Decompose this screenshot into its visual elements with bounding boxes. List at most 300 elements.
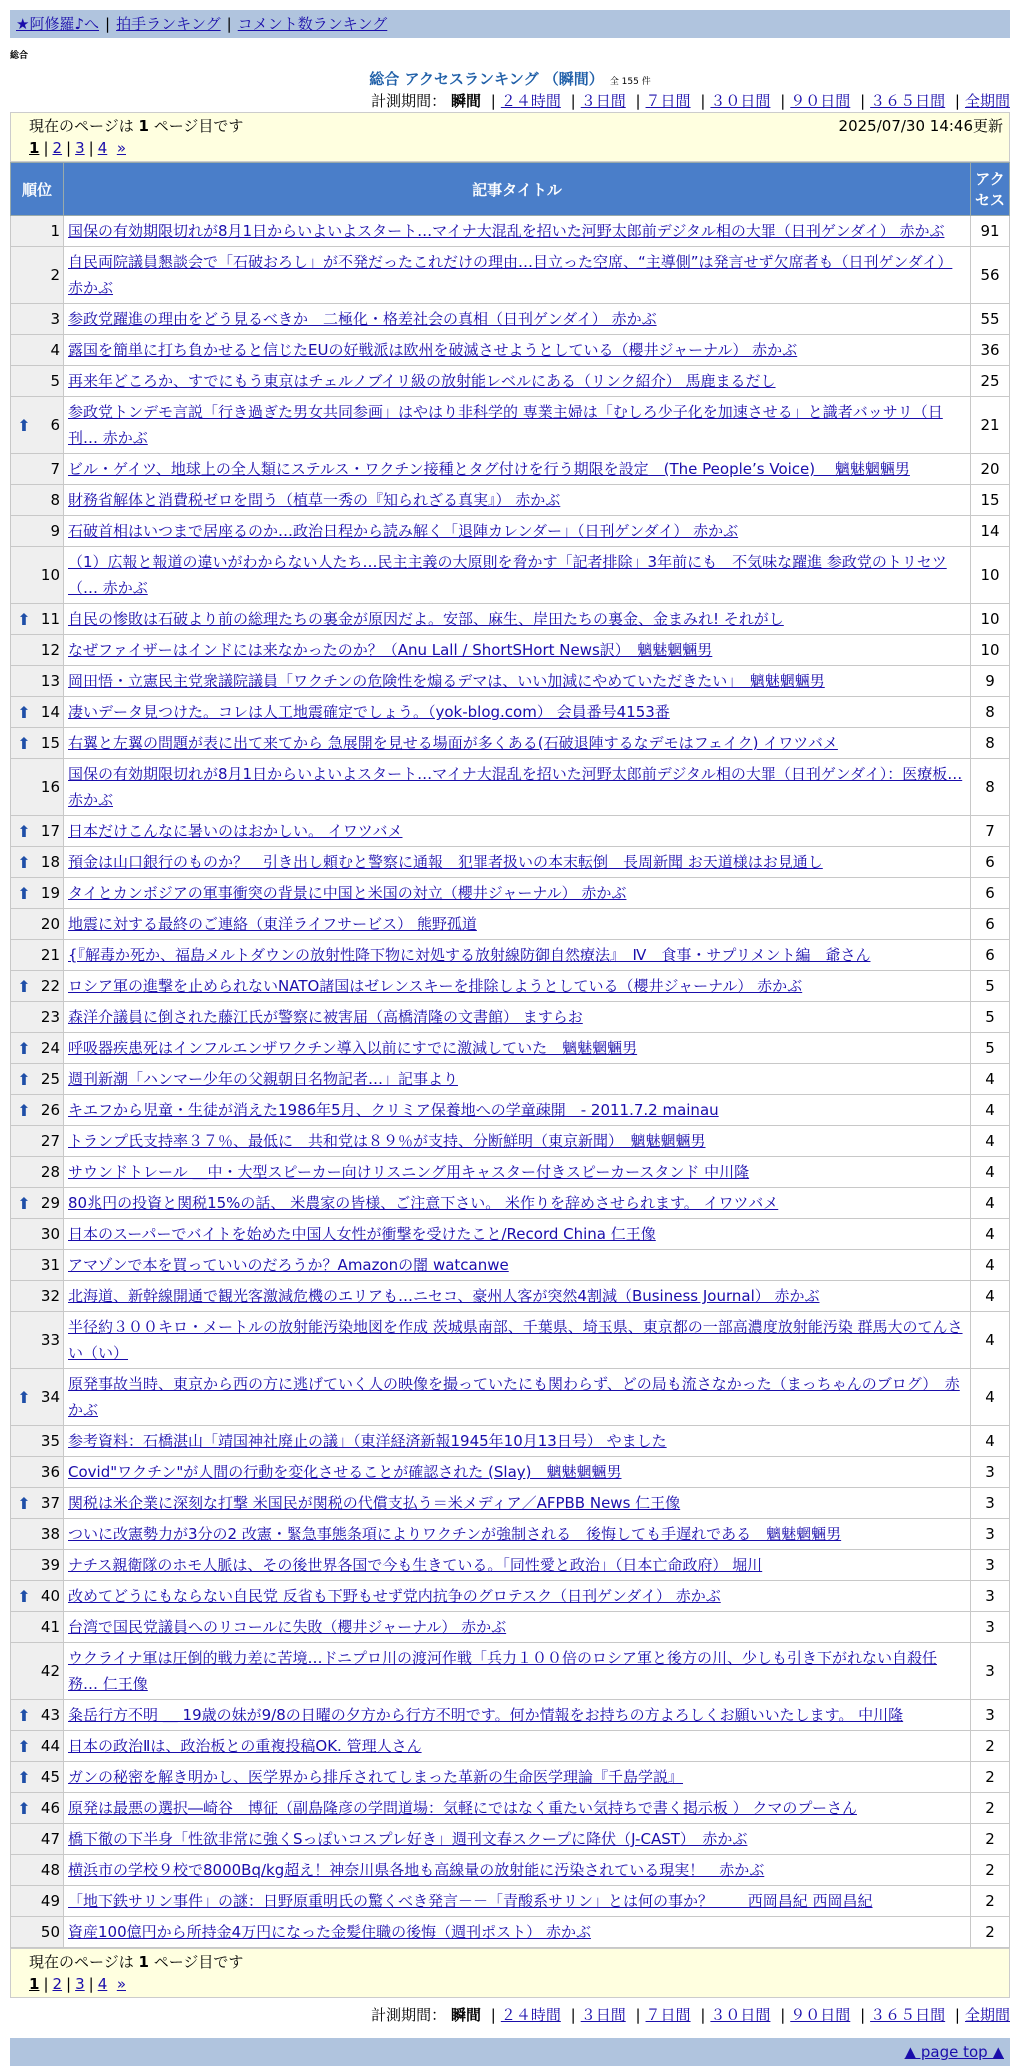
title-cell <box>64 635 971 666</box>
title-cell <box>64 1250 971 1281</box>
table-row <box>11 1033 1010 1064</box>
rank-number: 26 <box>37 1095 64 1126</box>
article-link[interactable]: キエフから児童・生徒が消えた1986年5月、クリミア保養地への学童疎開 - 2011.7.2 mainau <box>68 1101 719 1119</box>
up-arrow-icon: ⬆ <box>17 1100 31 1120</box>
page-status-bottom: 現在のページは 1 ページ目です <box>29 1953 244 1971</box>
up-arrow-icon: ⬆ <box>17 1387 31 1407</box>
table-row <box>11 1002 1010 1033</box>
up-arrow-icon: ⬆ <box>17 1586 31 1606</box>
article-link[interactable]: 再来年どころか、すでにもう東京はチェルノブイリ級の放射能レベルにある（リンク紹介） 馬鹿まるだし <box>68 372 776 390</box>
rank-number: 9 <box>37 516 64 547</box>
period-link-30d[interactable]: ３０日間 <box>710 92 771 110</box>
access-count: 8 <box>971 759 1010 816</box>
access-count: 10 <box>971 604 1010 635</box>
rank-number: 43 <box>37 1700 64 1731</box>
table-row <box>11 485 1010 516</box>
title-cell <box>64 847 971 878</box>
up-arrow-icon: ⬆ <box>17 1038 31 1058</box>
rank-number: 47 <box>37 1824 64 1855</box>
title-cell <box>64 1426 971 1457</box>
nav-link-comment-ranking[interactable]: コメント数ランキング <box>237 15 388 33</box>
access-count: 6 <box>971 847 1010 878</box>
rank-trend-cell <box>11 1426 38 1457</box>
article-link[interactable]: 参考資料：石橋湛山「靖国神社廃止の議」（東洋経済新報1945年10月13日号） やました <box>68 1432 667 1450</box>
table-row <box>11 1793 1010 1824</box>
access-count: 15 <box>971 485 1010 516</box>
rank-trend-cell <box>11 1250 38 1281</box>
rank-number: 31 <box>37 1250 64 1281</box>
article-link[interactable]: 原発事故当時、東京から西の方に逃げていく人の映像を撮っていたにも関わらず、どの局も流さなかった（まっちゃんのブログ） 赤かぶ <box>68 1375 960 1419</box>
period-link-3d[interactable]: ３日間 <box>580 92 626 110</box>
article-link[interactable]: 粂岳行方不明 ＿ 19歳の妹が9/8の日曜の夕方から行方不明です。何か情報をお持ちの方よろしくお願いいたします。 中川隆 <box>68 1706 904 1724</box>
up-arrow-icon: ⬆ <box>17 1069 31 1089</box>
nav-link-asyura[interactable]: ★阿修羅♪へ <box>16 15 100 33</box>
table-row <box>11 1426 1010 1457</box>
access-count: 8 <box>971 697 1010 728</box>
access-count: 9 <box>971 666 1010 697</box>
article-link[interactable]: 露国を簡単に打ち負かせると信じたEUの好戦派は欧州を破滅させようとしている（櫻井ジャーナル） 赤かぶ <box>68 341 798 359</box>
article-link[interactable]: （1）広報と報道の違いがわからない人たち…民主主義の大原則を脅かす「記者排除」3年前にも 不気味な躍進 参政党のトリセツ（… 赤かぶ <box>68 553 947 597</box>
title-cell <box>64 971 971 1002</box>
title-cell <box>64 216 971 247</box>
rank-number: 14 <box>37 697 64 728</box>
title-cell <box>64 604 971 635</box>
rank-trend-cell <box>11 666 38 697</box>
top-nav <box>10 10 1010 38</box>
rank-number: 22 <box>37 971 64 1002</box>
access-count: 4 <box>971 1281 1010 1312</box>
article-link[interactable]: サウンドトレール ＿中・大型スピーカー向けリスニング用キャスター付きスピーカースタンド 中川隆 <box>68 1163 750 1181</box>
period-link-90d[interactable]: ９０日間 <box>790 92 851 110</box>
rank-trend-cell <box>11 635 38 666</box>
rank-number: 18 <box>37 847 64 878</box>
rank-number: 13 <box>37 666 64 697</box>
access-count: 2 <box>971 1793 1010 1824</box>
access-count: 55 <box>971 304 1010 335</box>
rank-trend-cell <box>11 1762 38 1793</box>
rank-number: 27 <box>37 1126 64 1157</box>
article-link[interactable]: ナチス親衛隊のホモ人脈は、その後世界各国で今も生きている。「同性愛と政治」（日本亡命政府） 堀川 <box>68 1556 763 1574</box>
rank-number: 12 <box>37 635 64 666</box>
access-count: 8 <box>971 728 1010 759</box>
access-count: 2 <box>971 1824 1010 1855</box>
title-cell <box>64 1157 971 1188</box>
title-cell <box>64 485 971 516</box>
article-link[interactable]: アマゾンで本を買っていいのだろうか？Amazonの闇 watcanwe <box>68 1256 509 1274</box>
rank-trend-cell <box>11 335 38 366</box>
rank-trend-cell <box>11 878 38 909</box>
table-row <box>11 940 1010 971</box>
rank-trend-cell <box>11 1824 38 1855</box>
title-cell <box>64 1095 971 1126</box>
pagination-bottom: 現在のページは 1 ページ目です 1 | 2 | 3 | 4 » <box>10 1948 1010 1998</box>
article-link[interactable]: 地震に対する最終のご連絡（東洋ライフサービス） 熊野孤道 <box>68 915 477 933</box>
rank-number: 3 <box>37 304 64 335</box>
article-link[interactable]: 原発は最悪の選択―崎谷 博征（副島隆彦の学問道場：気軽にではなく重たい気持ちで書く掲示板 ） クマのプーさん <box>68 1799 857 1817</box>
title-cell <box>64 1033 971 1064</box>
article-link[interactable]: 預金は山口銀行のものか？ 引き出し頼むと警察に通報 犯罪者扱いの本末転倒 長周新聞 お天道様はお見通し <box>68 853 823 871</box>
rank-number: 37 <box>37 1488 64 1519</box>
header-rank: 順位 <box>11 163 64 216</box>
access-count: 36 <box>971 335 1010 366</box>
access-count: 4 <box>971 1250 1010 1281</box>
title-cell <box>64 397 971 454</box>
access-count: 56 <box>971 247 1010 304</box>
rank-number: 50 <box>37 1917 64 1948</box>
table-row <box>11 1457 1010 1488</box>
rank-number: 41 <box>37 1612 64 1643</box>
rank-trend-cell <box>11 728 38 759</box>
rank-trend-cell <box>11 604 38 635</box>
table-row <box>11 454 1010 485</box>
rank-trend-cell <box>11 1126 38 1157</box>
period-selector-top: 計測期間： 瞬間 | ２４時間 | ３日間 | ７日間 | ３０日間 | ９０日間 | ３６５日間 | 全期間 <box>371 92 1010 110</box>
title-cell <box>64 1488 971 1519</box>
rank-trend-cell <box>11 971 38 1002</box>
table-row <box>11 516 1010 547</box>
article-link[interactable]: 参政党トンデモ言説「行き過ぎた男女共同参画」はやはり非科学的 専業主婦は「むしろ少子化を加速させる」と識者バッサリ（日刊… 赤かぶ <box>68 403 943 447</box>
article-link[interactable]: 自民両院議員懇談会で「石破おろし」が不発だったこれだけの理由…目立った空席、“主導側”は発言せず欠席者も（日刊ゲンダイ） 赤かぶ <box>68 253 953 297</box>
rank-trend-cell <box>11 216 38 247</box>
rank-number: 17 <box>37 816 64 847</box>
rank-number: 45 <box>37 1762 64 1793</box>
page-link-4[interactable]: 4 <box>97 139 108 157</box>
article-link[interactable]: ビル・ゲイツ、地球上の全人類にステルス・ワクチン接種とタグ付けを行う期限を設定 (The People’s Voice) 魑魅魍魎男 <box>68 460 910 478</box>
up-arrow-icon: ⬆ <box>17 609 31 629</box>
title-cell <box>64 1519 971 1550</box>
access-count: 6 <box>971 909 1010 940</box>
table-row <box>11 1488 1010 1519</box>
page-next-link-bottom[interactable]: » <box>116 1975 126 1993</box>
up-arrow-icon: ⬆ <box>17 1493 31 1513</box>
rank-number: 30 <box>37 1219 64 1250</box>
article-link[interactable]: 半径約３００キロ・メートルの放射能汚染地図を作成 茨城県南部、千葉県、埼玉県、東京都の一部高濃度放射能汚染 群馬大のてんさい（い） <box>68 1318 963 1362</box>
article-link[interactable]: ウクライナ軍は圧倒的戦力差に苦境…ドニプロ川の渡河作戦「兵力１００倍のロシア軍と後方の川、少しも引き下がれない自殺任務… 仁王像 <box>68 1649 937 1693</box>
article-link[interactable]: 呼吸器疾患死はインフルエンザワクチン導入以前にすでに激減していた 魑魅魍魎男 <box>68 1039 638 1057</box>
table-row <box>11 1762 1010 1793</box>
rank-number: 25 <box>37 1064 64 1095</box>
access-count: 20 <box>971 454 1010 485</box>
rank-number: 24 <box>37 1033 64 1064</box>
table-row <box>11 878 1010 909</box>
table-row <box>11 1643 1010 1700</box>
title-cell <box>64 816 971 847</box>
rank-number: 7 <box>37 454 64 485</box>
table-row <box>11 1312 1010 1369</box>
period-label: 計測期間： <box>371 92 447 110</box>
nav-separator: | <box>105 15 111 33</box>
rank-number: 36 <box>37 1457 64 1488</box>
title-cell <box>64 247 971 304</box>
access-count: 4 <box>971 1064 1010 1095</box>
table-row <box>11 1095 1010 1126</box>
article-link[interactable]: 横浜市の学校９校で8000Bq/kg超え！神奈川県各地も高線量の放射能に汚染されている現実！ 赤かぶ <box>68 1861 765 1879</box>
rank-trend-cell <box>11 1731 38 1762</box>
article-link[interactable]: 「地下鉄サリン事件」の謎：日野原重明氏の驚くべき発言－－「青酸系サリン」とは何の事か？ 西岡昌紀 西岡昌紀 <box>68 1892 873 1910</box>
access-count: 4 <box>971 1126 1010 1157</box>
up-arrow-icon: ⬆ <box>17 733 31 753</box>
rank-trend-cell <box>11 1643 38 1700</box>
title-cell <box>64 909 971 940</box>
table-row <box>11 1731 1010 1762</box>
title-cell <box>64 1700 971 1731</box>
access-count: 7 <box>971 816 1010 847</box>
title-cell <box>64 1793 971 1824</box>
rank-number: 16 <box>37 759 64 816</box>
table-row <box>11 366 1010 397</box>
page-link-2-bottom[interactable]: 2 <box>52 1975 63 1993</box>
nav-link-clap-ranking[interactable]: 拍手ランキング <box>116 15 221 33</box>
period-link-all[interactable]: 全期間 <box>964 92 1010 110</box>
rank-trend-cell <box>11 247 38 304</box>
rank-number: 29 <box>37 1188 64 1219</box>
article-link[interactable]: なぜファイザーはインドには来なかったのか？（Anu Lall / ShortSHort News訳） 魑魅魍魎男 <box>68 641 713 659</box>
table-row <box>11 1157 1010 1188</box>
article-link[interactable]: {『解毒か死か、福島メルトダウンの放射性降下物に対処する放射線防御自然療法』 Ⅳ 食事・サプリメント編 爺さん <box>68 946 871 964</box>
access-count: 5 <box>971 1002 1010 1033</box>
access-count: 21 <box>971 397 1010 454</box>
table-row <box>11 1886 1010 1917</box>
rank-number: 48 <box>37 1855 64 1886</box>
page-status: 現在のページは 1 ページ目です <box>29 117 244 135</box>
article-link[interactable]: 国保の有効期限切れが8月1日からいよいよスタート…マイナ大混乱を招いた河野太郎前デジタル相の大罪（日刊ゲンダイ） 赤かぶ <box>68 222 945 240</box>
rank-trend-cell <box>11 1612 38 1643</box>
article-link[interactable]: 財務省解体と消費税ゼロを問う（植草一秀の『知られざる真実』） 赤かぶ <box>68 491 561 509</box>
title-cell <box>64 547 971 604</box>
access-count: 2 <box>971 1917 1010 1948</box>
rank-trend-cell <box>11 1188 38 1219</box>
rank-trend-cell <box>11 1550 38 1581</box>
period-link-7d[interactable]: ７日間 <box>645 92 691 110</box>
article-link[interactable]: 橋下徹の下半身「性欲非常に強くSっぽいコスプレ好き」週刊文春スクープに降伏（J-CAST） 赤かぶ <box>68 1830 748 1848</box>
rank-number: 2 <box>37 247 64 304</box>
rank-trend-cell <box>11 1457 38 1488</box>
table-row <box>11 847 1010 878</box>
access-count: 2 <box>971 1762 1010 1793</box>
article-link[interactable]: 資産100億円から所持金4万円になった金髪住職の後悔（週刊ポスト） 赤かぶ <box>68 1923 591 1941</box>
article-link[interactable]: 森洋介議員に倒された藤江氏が警察に被害届（高橋清隆の文書館） ますらお <box>68 1008 583 1026</box>
rank-number: 23 <box>37 1002 64 1033</box>
rank-trend-cell <box>11 1917 38 1948</box>
access-count: 4 <box>971 1426 1010 1457</box>
article-link[interactable]: 週刊新潮「ハンマー少年の父親朝日名物記者…」記事より <box>68 1070 459 1088</box>
rank-trend-cell <box>11 1033 38 1064</box>
period-link-24h-bottom[interactable]: ２４時間 <box>500 2006 561 2024</box>
table-row <box>11 816 1010 847</box>
rank-number: 33 <box>37 1312 64 1369</box>
title-cell <box>64 759 971 816</box>
up-arrow-icon: ⬆ <box>17 1193 31 1213</box>
title-cell <box>64 1312 971 1369</box>
article-link[interactable]: 日本だけこんなに暑いのはおかしい。 イワツバメ <box>68 822 403 840</box>
article-link[interactable]: Covid"ワクチン"が人間の行動を変化させることが確認された (Slay) 魑魅魍魎男 <box>68 1463 622 1481</box>
title-cell <box>64 728 971 759</box>
period-link-365d[interactable]: ３６５日間 <box>870 92 946 110</box>
period-link-3d-bottom[interactable]: ３日間 <box>580 2006 626 2024</box>
access-count: 2 <box>971 1886 1010 1917</box>
page-link-4-bottom[interactable]: 4 <box>97 1975 108 1993</box>
article-link[interactable]: タイとカンボジアの軍事衝突の背景に中国と米国の対立（櫻井ジャーナル） 赤かぶ <box>68 884 627 902</box>
period-current: 瞬間 <box>450 92 481 110</box>
rank-trend-cell <box>11 816 38 847</box>
access-count: 3 <box>971 1643 1010 1700</box>
title-cell <box>64 1126 971 1157</box>
access-count: 4 <box>971 1369 1010 1426</box>
category-label: 総合 <box>10 51 29 61</box>
period-selector-bottom: 計測期間： 瞬間 | ２４時間 | ３日間 | ７日間 | ３０日間 | ９０日間 | ３６５日間 | 全期間 <box>371 2006 1010 2024</box>
article-link[interactable]: 岡田悟・立憲民主党衆議院議員「ワクチンの危険性を煽るデマは、いい加減にやめていただきたい」 魑魅魍魎男 <box>68 672 825 690</box>
table-row <box>11 697 1010 728</box>
table-row <box>11 216 1010 247</box>
table-row <box>11 397 1010 454</box>
rank-number: 44 <box>37 1731 64 1762</box>
article-link[interactable]: ガンの秘密を解き明かし、医学界から排斥されてしまった革新の生命医学理論『千島学説』 <box>68 1768 684 1786</box>
title-cell <box>64 1219 971 1250</box>
rank-trend-cell <box>11 1157 38 1188</box>
rank-number: 42 <box>37 1643 64 1700</box>
period-link-90d-bottom[interactable]: ９０日間 <box>790 2006 851 2024</box>
access-count: 14 <box>971 516 1010 547</box>
ranking-table <box>10 162 1010 1948</box>
up-arrow-icon: ⬆ <box>17 415 31 435</box>
table-row <box>11 1519 1010 1550</box>
article-link[interactable]: ついに改憲勢力が3分の2 改憲・緊急事態条項によりワクチンが強制される 後悔しても手遅れである 魑魅魍魎男 <box>68 1525 842 1543</box>
rank-trend-cell <box>11 454 38 485</box>
period-link-7d-bottom[interactable]: ７日間 <box>645 2006 691 2024</box>
access-count: 2 <box>971 1731 1010 1762</box>
access-count: 4 <box>971 1188 1010 1219</box>
table-row <box>11 728 1010 759</box>
title-cell <box>64 1188 971 1219</box>
title-cell <box>64 304 971 335</box>
table-row <box>11 635 1010 666</box>
page-link-3-bottom[interactable]: 3 <box>75 1975 85 1993</box>
rank-trend-cell <box>11 547 38 604</box>
period-link-30d-bottom[interactable]: ３０日間 <box>710 2006 771 2024</box>
up-arrow-icon: ⬆ <box>17 976 31 996</box>
rank-number: 34 <box>37 1369 64 1426</box>
page-link-2[interactable]: 2 <box>52 139 63 157</box>
article-link[interactable]: 国保の有効期限切れが8月1日からいよいよスタート…マイナ大混乱を招いた河野太郎前デジタル相の大罪（日刊ゲンダイ）：医療板… 赤かぶ <box>68 765 963 809</box>
rank-number: 4 <box>37 335 64 366</box>
rank-trend-cell <box>11 1855 38 1886</box>
table-row <box>11 1855 1010 1886</box>
title-cell <box>64 1281 971 1312</box>
article-link[interactable]: 石破首相はいつまで居座るのか…政治日程から読み解く「退陣カレンダー」（日刊ゲンダイ） 赤かぶ <box>68 522 739 540</box>
access-count: 3 <box>971 1700 1010 1731</box>
rank-number: 40 <box>37 1581 64 1612</box>
access-count: 4 <box>971 1219 1010 1250</box>
article-link[interactable]: 自民の惨敗は石破より前の総理たちの裏金が原因だよ。安部、麻生、岸田たちの裏金、金まみれ! それがし <box>68 610 784 628</box>
article-link[interactable]: ロシア軍の進撃を止められないNATO諸国はゼレンスキーを排除しようとしている（櫻井ジャーナル） 赤かぶ <box>68 977 803 995</box>
rank-number: 46 <box>37 1793 64 1824</box>
rank-trend-cell <box>11 1095 38 1126</box>
article-link[interactable]: 改めてどうにもならない自民党 反省も下野もせず党内抗争のグロテスク（日刊ゲンダイ） 赤かぶ <box>68 1587 721 1605</box>
title-cell <box>64 1550 971 1581</box>
title-cell <box>64 516 971 547</box>
pagination-top: 現在のページは 1 ページ目です 2025/07/30 14:46更新 1 | 2 | 3 | 4 » <box>10 112 1010 162</box>
rank-trend-cell <box>11 516 38 547</box>
access-count: 3 <box>971 1581 1010 1612</box>
article-link[interactable]: 80兆円の投資と関税15%の話、 米農家の皆様、ご注意下さい。 米作りを辞めさせられます。 イワツバメ <box>68 1194 779 1212</box>
article-link[interactable]: 関税は米企業に深刻な打撃 米国民が関税の代償支払う＝米メディア／AFPBB News 仁王像 <box>68 1494 681 1512</box>
access-count: 10 <box>971 547 1010 604</box>
footer-bar <box>10 2038 1010 2066</box>
rank-number: 11 <box>37 604 64 635</box>
period-link-24h[interactable]: ２４時間 <box>500 92 561 110</box>
access-count: 10 <box>971 635 1010 666</box>
table-row <box>11 1064 1010 1095</box>
rank-trend-cell <box>11 1793 38 1824</box>
title-cell <box>64 1643 971 1700</box>
table-row <box>11 971 1010 1002</box>
article-link[interactable]: 凄いデータ見つけた。コレは人工地震確定でしょう。（yok-blog.com） 会員番号4153番 <box>68 703 670 721</box>
rank-number: 28 <box>37 1157 64 1188</box>
page-next-link[interactable]: » <box>116 139 126 157</box>
article-link[interactable]: 台湾で国民党議員へのリコールに失敗（櫻井ジャーナル） 赤かぶ <box>68 1618 507 1636</box>
access-count: 5 <box>971 971 1010 1002</box>
table-row <box>11 1824 1010 1855</box>
title-cell <box>64 1457 971 1488</box>
rank-number: 15 <box>37 728 64 759</box>
rank-trend-cell <box>11 847 38 878</box>
rank-trend-cell <box>11 1219 38 1250</box>
rank-trend-cell <box>11 1488 38 1519</box>
article-link[interactable]: 北海道、新幹線開通で観光客激減危機のエリアも…ニセコ、豪州人客が突然4割減（Business Journal） 赤かぶ <box>68 1287 820 1305</box>
rank-trend-cell <box>11 485 38 516</box>
rank-trend-cell <box>11 1312 38 1369</box>
table-row <box>11 547 1010 604</box>
up-arrow-icon: ⬆ <box>17 852 31 872</box>
rank-number: 20 <box>37 909 64 940</box>
page-top-link[interactable]: ▲ page top ▲ <box>904 2043 1004 2061</box>
page-link-3[interactable]: 3 <box>75 139 85 157</box>
up-arrow-icon: ⬆ <box>17 1736 31 1756</box>
access-count: 91 <box>971 216 1010 247</box>
updated-time: 2025/07/30 14:46更新 <box>838 117 1003 135</box>
article-link[interactable]: 日本のスーパーでバイトを始めた中国人女性が衝撃を受けたこと/Record China 仁王像 <box>68 1225 656 1243</box>
title-cell <box>64 1002 971 1033</box>
table-row <box>11 1188 1010 1219</box>
table-row <box>11 909 1010 940</box>
table-row <box>11 1700 1010 1731</box>
table-row <box>11 1581 1010 1612</box>
access-count: 25 <box>971 366 1010 397</box>
table-row <box>11 1550 1010 1581</box>
page-link-1-bottom[interactable]: 1 <box>29 1975 40 1993</box>
access-count: 3 <box>971 1550 1010 1581</box>
table-row <box>11 666 1010 697</box>
rank-trend-cell <box>11 697 38 728</box>
article-link[interactable]: 日本の政治Ⅱは、政治板との重複投稿OK. 管理人さん <box>68 1737 422 1755</box>
article-link[interactable]: 右翼と左翼の問題が表に出て来てから 急展開を見せる場面が多くある(石破退陣するなデモはフェイク) イワツバメ <box>68 734 838 752</box>
title-cell <box>64 1581 971 1612</box>
rank-trend-cell <box>11 366 38 397</box>
table-row <box>11 1126 1010 1157</box>
rank-number: 5 <box>37 366 64 397</box>
article-link[interactable]: 参政党躍進の理由をどう見るべきか 二極化・格差社会の真相（日刊ゲンダイ） 赤かぶ <box>68 310 657 328</box>
period-link-all-bottom[interactable]: 全期間 <box>964 2006 1010 2024</box>
page-link-1[interactable]: 1 <box>29 139 40 157</box>
title-cell <box>64 1886 971 1917</box>
rank-trend-cell <box>11 1886 38 1917</box>
up-arrow-icon: ⬆ <box>17 702 31 722</box>
article-link[interactable]: トランプ氏支持率３７％、最低に 共和党は８９％が支持、分断鮮明（東京新聞） 魑魅魍魎男 <box>68 1132 706 1150</box>
access-count: 3 <box>971 1488 1010 1519</box>
header-title: 記事タイトル <box>64 163 971 216</box>
rank-number: 38 <box>37 1519 64 1550</box>
period-link-365d-bottom[interactable]: ３６５日間 <box>870 2006 946 2024</box>
